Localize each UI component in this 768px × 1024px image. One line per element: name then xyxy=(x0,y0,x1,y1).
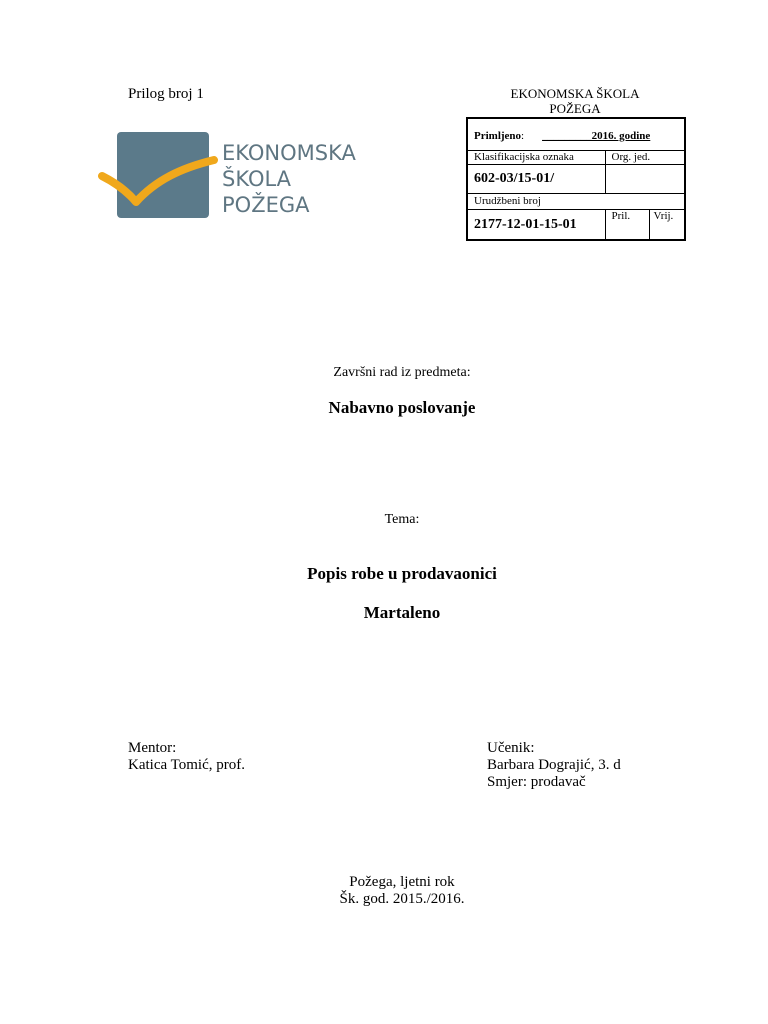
thesis-subtitle: Završni rad iz predmeta: xyxy=(333,365,471,380)
org-label: Org. jed. xyxy=(605,151,685,165)
student-track: Smjer: prodavač xyxy=(487,774,586,790)
mentor-name: Katica Tomić, prof. xyxy=(128,757,245,773)
topic-label: Tema: xyxy=(384,512,420,527)
student-name: Barbara Dograjić, 3. d xyxy=(487,757,621,773)
registry-row-urudzbeni-label xyxy=(467,194,685,210)
registry-row-klasifikacija-label xyxy=(467,151,685,165)
urudzbeni-value: 2177-12-01-15-01 xyxy=(467,210,605,241)
topic-title-line1: Popis robe u prodavaonici xyxy=(307,564,497,583)
school-name-line2: POŽEGA xyxy=(549,101,601,116)
primljeno-label: Primljeno xyxy=(474,129,522,142)
logo-text-line2: ŠKOLA xyxy=(222,167,292,191)
registry-cell-primljeno: Primljeno: _________2016. godine xyxy=(467,118,685,151)
registry-stamp-table xyxy=(466,117,686,241)
pril-label: Pril. xyxy=(605,210,649,241)
school-logo xyxy=(96,120,376,236)
school-year: Šk. god. 2015./2016. xyxy=(339,891,465,907)
primljeno-value: _________2016. godine xyxy=(542,129,651,142)
vrij-label: Vrij. xyxy=(649,210,685,241)
mentor-label: Mentor: xyxy=(128,740,177,756)
klasifikacija-value: 602-03/15-01/ xyxy=(467,165,605,194)
topic-title-line2: Martaleno xyxy=(363,603,441,622)
place-and-term: Požega, ljetni rok xyxy=(349,874,455,890)
attachment-label: Prilog broj 1 xyxy=(128,86,204,102)
klasifikacija-label: Klasifikacijska oznaka xyxy=(467,151,605,165)
urudzbeni-label: Urudžbeni broj xyxy=(467,194,685,210)
logo-text-line1: EKONOMSKA xyxy=(222,141,356,165)
org-value xyxy=(605,165,685,194)
registry-row-klasifikacija-value xyxy=(467,165,685,194)
mentor-block xyxy=(128,740,245,774)
school-header xyxy=(466,86,684,116)
school-name-line1: EKONOMSKA ŠKOLA xyxy=(510,86,640,101)
student-label: Učenik: xyxy=(487,740,535,756)
logo-text-line3: POŽEGA xyxy=(222,193,310,217)
student-block xyxy=(487,740,621,791)
registry-row-urudzbeni-value xyxy=(467,210,685,241)
school-logo-graphic xyxy=(96,120,376,236)
logo-box xyxy=(117,132,209,218)
course-title: Nabavno poslovanje xyxy=(328,398,476,417)
registry-row-primljeno xyxy=(467,118,685,151)
